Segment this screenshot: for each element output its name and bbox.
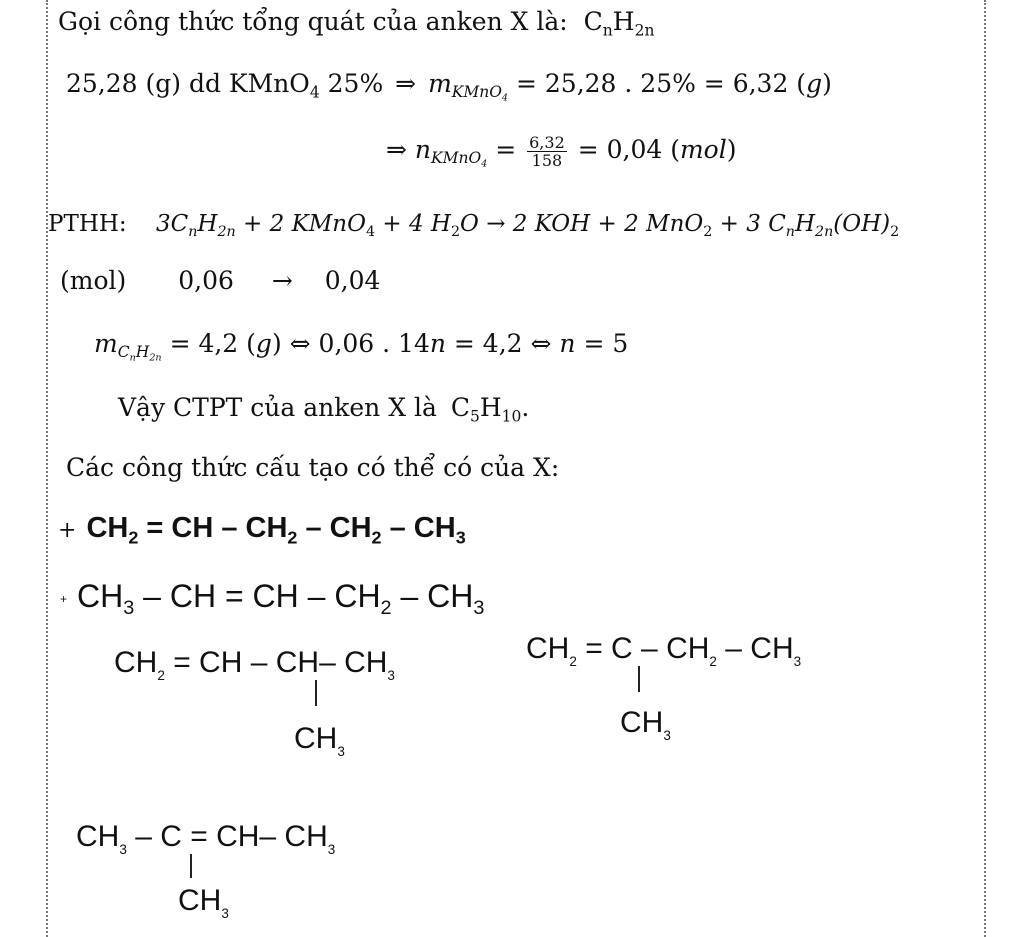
structure-4-bond	[638, 666, 640, 692]
moles-fraction: $\frac{6,32}{158}$	[529, 133, 565, 170]
structures-heading: Các công thức cấu tạo có thể có của X:	[66, 453, 560, 482]
structure-4-main: $CH_2 = C - CH_2 - CH_3$	[526, 632, 802, 670]
structure-3-main: $CH_2$ = CH – CH– $CH_3$	[114, 646, 395, 684]
reaction-equation-line: PTHH: $3C_nH_{2n} + 2$ KMnO$_4$ + 4 $H_2O \to 2$ KOH + 2 MnO$_2$ + 3 $C_nH_{2n}(OH)_2$	[48, 211, 900, 240]
kmno4-mass-line: 25,28 (g) dd KMnO$_4$ 25% ⇒ $m_{KMnO_4} = 25,28$ . 25% = 6,32 (g)	[66, 69, 832, 104]
general-formula: $C_nH_{2n}$	[583, 7, 655, 40]
structure-3-bond	[315, 680, 317, 706]
conclusion-line: Vậy CTPT của anken X là $C_5H_{10}$.	[118, 393, 530, 426]
right-border	[984, 0, 986, 937]
structure-2: + $CH_3$ – CH = CH – $CH_2 - CH_3$	[60, 578, 485, 619]
structure-5-branch: $CH_3$	[178, 884, 229, 922]
molecular-formula: $C_5H_{10}$	[450, 393, 522, 426]
structure-1: + $CH_2$ = CH – $CH_2 - CH_2 - CH_3$	[58, 512, 466, 548]
left-border	[46, 0, 48, 937]
kmno4-moles-line: ⇒ $n_{KMnO_4}$ = $\frac{6,32}{158}$ = 0,04 (mol)	[386, 133, 737, 170]
general-formula-text: Gọi công thức tổng quát của anken X là:	[58, 7, 568, 36]
structure-5-main: $CH_3 - C = CH-$ $CH_3$	[76, 820, 336, 858]
alkene-mass-line: $m_{C_nH_{2n}} = 4,2$ (g) ⇔ 0,06 . 14n = 4,2 ⇔ n = 5	[94, 329, 629, 364]
structure-4-branch: $CH_3$	[620, 706, 671, 744]
structure-3-branch: $CH_3$	[294, 722, 345, 760]
general-formula-line	[58, 6, 654, 38]
mol-ratio-line: (mol) 0,06 → 0,04	[60, 266, 381, 295]
structure-5-bond	[190, 854, 192, 878]
